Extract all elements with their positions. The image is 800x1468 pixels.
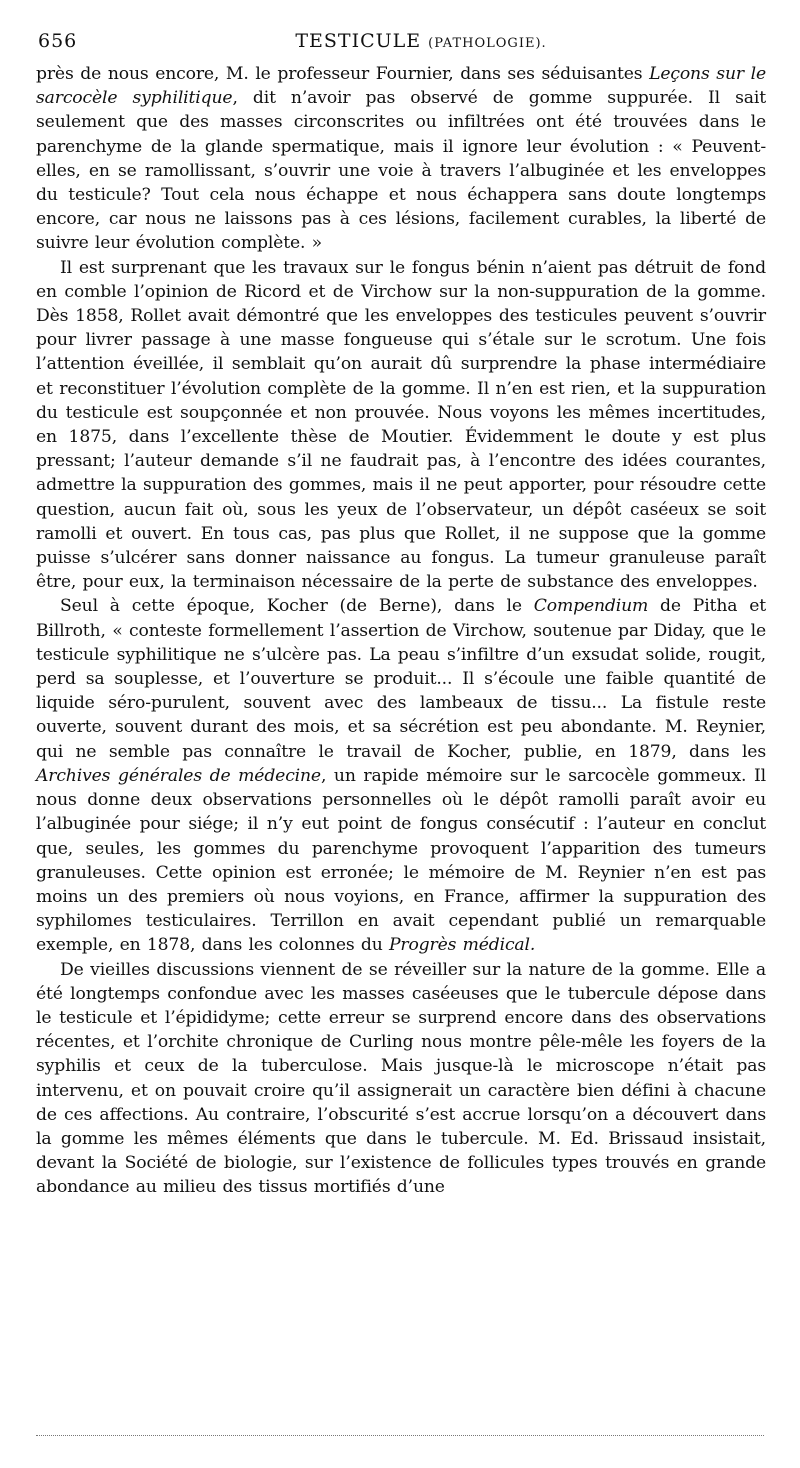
- running-title: TESTICULE: [295, 30, 422, 52]
- italic-segment: Archives générales de médecine: [36, 765, 321, 786]
- page-number: 656: [38, 30, 78, 52]
- text-segment: De vieilles discussions viennent de se réveiller sur la nature de la gomme. Elle a été longtemps confondue avec les masses caséeuses que le tubercule dépose dans le testicule et l’épididyme; cette erreur se surprend encore dans des observations récentes, et l’orchite chronique de Curling nous montre pêle-mêle les foyers de la syphilis et ceux de la tuberculose. Mais jusque-là le microscope n’était pas intervenu, et on pouvait croire qu’il assignerait un caractère bien défini à chacune de ces affections. Au contraire, l’obscurité s’est accrue lorsqu’on a découvert dans la gomme les mêmes éléments que dans le tubercule. M. Ed. Brissaud insistait, devant la Société de biologie, sur l’existence de follicules types trouvés en grande abondance au milieu des tissus mortifiés d’une: [36, 959, 766, 1198]
- text-segment: , un rapide mémoire sur le sarcocèle gommeux. Il nous donne deux observations personnelles où le dépôt ramolli paraît avoir eu l’albuginée pour siége; il n’y eut point de fongus consécutif : l’auteur en conclut que, seules, les gommes du parenchyme provoquent l’apparition des tumeurs granuleuses. Cette opinion est erronée; le mémoire de M. Reynier n’en est pas moins un des premiers où nous voyions, en France, affirmer la suppuration des syphilomes testiculaires. Terrillon en avait cependant publié un remarquable exemple, en 1878, dans les colonnes du: [36, 765, 767, 956]
- paragraph: [36, 958, 766, 1200]
- text-segment: près de nous encore, M. le professeur Fournier, dans ses séduisantes: [36, 64, 650, 84]
- text-segment: de Pitha et Billroth, « conteste formellement l’assertion de Virchow, soutenue par Diday, que le testicule syphilitique ne s’ulcère pas. La peau s’infiltre d’un exsudat solide, rougit, perd sa souplesse, et l’ouverture se produit... Il s’écoule une faible quantité de liquide séro-purulent, souvent avec des lambeaux de tissu... La fistule reste ouverte, souvent durant des mois, et sa sécrétion est peu abondante. M. Reynier, qui ne semble pas connaître le travail de Kocher, publie, en 1879, dans les: [36, 596, 766, 762]
- running-head: [36, 30, 766, 52]
- footer-rule: [36, 1435, 764, 1436]
- text-segment: Seul à cette époque, Kocher (de Berne), dans le: [60, 596, 534, 617]
- paragraph: [36, 594, 766, 957]
- italic-segment: Compendium: [533, 596, 649, 617]
- page-header: [36, 28, 766, 62]
- italic-segment: Leçons sur le sarcocèle syphilitique: [36, 64, 766, 109]
- text-segment: , dit n’avoir pas observé de gomme suppurée. Il sait seulement que des masses circonscrites ou infiltrées ont été trouvées dans le parenchyme de la glande spermatique, mais il ignore leur évolution : « Peuvent-elles, en se ramollissant, s’ouvrir une voie à travers l’albuginée et les enveloppes du testicule? Tout cela nous échappe et nous échappera sans doute longtemps encore, car nous ne laissons pas à ces lésions, facilement curables, la liberté de suivre leur évolution complète. »: [36, 88, 766, 254]
- text-segment: Il est surprenant que les travaux sur le fongus bénin n’aient pas détruit de fond en comble l’opinion de Ricord et de Virchow sur la non-suppuration de la gomme. Dès 1858, Rollet avait démontré que les enveloppes des testicules peuvent s’ouvrir pour livrer passage à une masse fongueuse qui s’étale sur le scrotum. Une fois l’attention éveillée, il semblait qu’on aurait dû surprendre la phase intermédiaire et reconstituer l’évolution complète de la gomme. Il n’en est rien, et la suppuration du testicule est soupçonnée et non prouvée. Nous voyons les mêmes incertitudes, en 1875, dans l’excellente thèse de Moutier. Évidemment le doute y est plus pressant; l’auteur demande s’il ne faudrait pas, à l’encontre des idées courantes, admettre la suppuration des gommes, mais il ne peut apporter, pour résoudre cette question, aucun fait où, sous les yeux de l’observateur, un dépôt caséeux se soit ramolli et ouvert. En tous cas, pas plus que Rollet, il ne suppose que la gomme puisse s’ulcérer sans donner naissance au fongus. La tumeur granuleuse paraît être, pour eux, la terminaison nécessaire de la perte de substance des enveloppes.: [36, 257, 766, 593]
- paragraph: [36, 256, 766, 595]
- book-page: [36, 28, 766, 1200]
- running-subtitle: (PATHOLOGIE).: [428, 36, 547, 51]
- paragraph: [36, 62, 766, 256]
- body-text: [36, 62, 766, 1200]
- italic-segment: Progrès médical.: [388, 935, 536, 956]
